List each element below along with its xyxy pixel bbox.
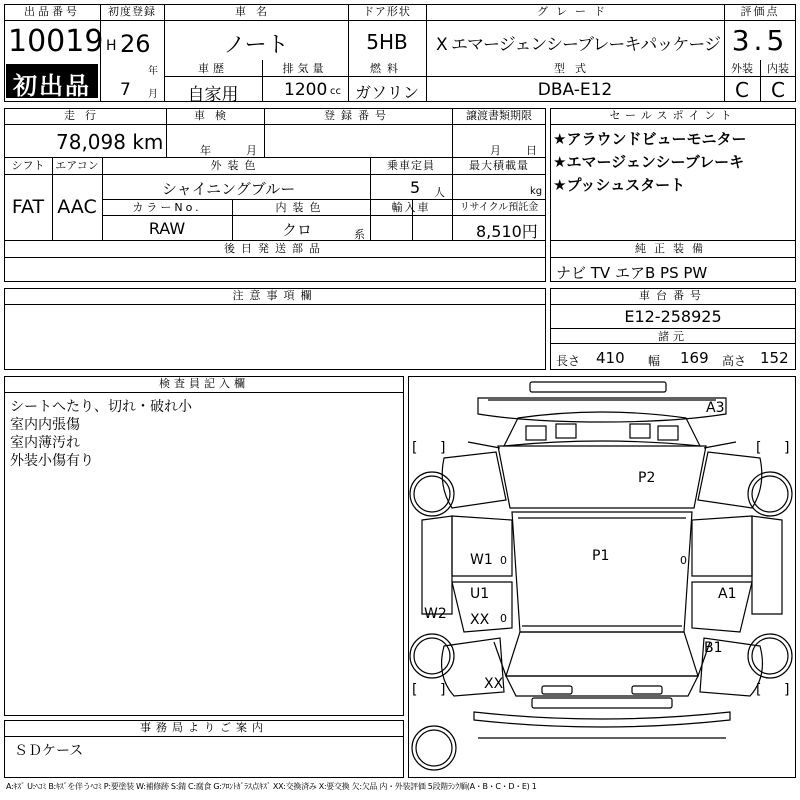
- shift-label: シフト: [11, 159, 45, 172]
- era-letter: H: [106, 38, 117, 54]
- score-label: 評価点: [740, 5, 780, 18]
- history-label: 車歴: [198, 62, 228, 75]
- displacement-unit: cc: [330, 86, 341, 97]
- mark-p2: P2: [638, 470, 656, 486]
- displacement: 1200: [284, 80, 328, 100]
- year-unit: 年: [148, 66, 158, 77]
- length-label: 長さ: [556, 354, 581, 368]
- car-name: ノート: [223, 33, 289, 58]
- displacement-label: 排気量: [282, 62, 328, 75]
- lot-number: 10019: [8, 24, 104, 59]
- model-code-label: 型式: [554, 62, 596, 75]
- wiper-1: [526, 426, 546, 440]
- door-label: ドア形状: [363, 5, 411, 18]
- inspector-line-2: 室内内張傷: [10, 417, 80, 433]
- reg-year: 26: [120, 30, 151, 58]
- windshield-area: [504, 412, 700, 446]
- notes-label: 注意事項欄: [232, 289, 318, 302]
- door-type: 5HB: [366, 30, 408, 54]
- mark-p1: P1: [592, 548, 610, 564]
- front-bumper-top: [530, 382, 666, 392]
- bracket-right-bot-close: ]: [784, 682, 790, 698]
- width: 169: [680, 349, 709, 367]
- ac: AAC: [57, 196, 97, 218]
- mark-u1: U1: [470, 586, 490, 602]
- right-sill: [752, 516, 782, 614]
- inspector-line-3: 室内薄汚れ: [10, 435, 80, 451]
- capacity: 5: [410, 178, 421, 197]
- mark-w1: W1: [470, 552, 493, 568]
- int-color-suffix: 系: [354, 228, 365, 241]
- chassis-label: 車台番号: [639, 289, 707, 302]
- capacity-unit: 人: [434, 186, 445, 199]
- first-reg-label: 初度登録: [108, 5, 156, 18]
- trunk-lid: [506, 676, 698, 696]
- mark-a1: A1: [718, 586, 737, 602]
- lot-label: 出品番号: [24, 5, 80, 18]
- rear-bumper: [474, 712, 730, 727]
- inspection-year-unit: 年: [200, 144, 211, 157]
- height: 152: [760, 349, 789, 367]
- history: 自家用: [187, 85, 239, 105]
- spare-wheel: [412, 726, 456, 770]
- bracket-left-bot-open: [: [412, 682, 418, 698]
- roof-panel: [512, 512, 692, 632]
- front-hood-outline: [478, 398, 726, 422]
- recycle-fee: 8,510円: [476, 222, 538, 241]
- mileage-label: 走行: [64, 109, 106, 122]
- height-label: 高さ: [722, 354, 747, 368]
- reg-month: 7: [120, 80, 131, 100]
- inspection-label: 車検: [194, 109, 236, 122]
- first-listing-label: 初出品: [13, 72, 91, 100]
- later-parts-label: 後日発送部品: [224, 242, 326, 255]
- interior-label: 内装: [767, 62, 789, 75]
- bracket-left-bot-close: ]: [440, 682, 446, 698]
- chassis-number: E12-258925: [624, 307, 722, 326]
- inspector-label: 検査員記入欄: [159, 377, 249, 390]
- width-label: 幅: [648, 354, 661, 368]
- int-color-label: 内装色: [275, 201, 327, 214]
- genuine-equipment: ナビ TV エアB PS PW: [556, 264, 708, 282]
- plate-label: 登録番号: [324, 109, 392, 122]
- mark-w1-zero: 0: [500, 554, 507, 567]
- ac-label: エアコン: [55, 159, 99, 172]
- import-label: 輸入車: [391, 201, 431, 214]
- right-front-fender: [698, 452, 762, 508]
- legend-text: A:ｷｽﾞ U:ﾍｺﾐ B:ｷｽﾞを伴うﾍｺﾐ P:要塗装 W:補修跡 S:錆 C:腐食 G:ﾌﾛﾝﾄｶﾞﾗｽ点ｷｽﾞ XX:交換済み X:要交換 欠:欠品 内・外装評価 5段階ﾗﾝｸ順(A・B・C・D・E) 1: [6, 782, 537, 791]
- exterior-label: 外装: [731, 62, 753, 75]
- grade: X エマージェンシーブレーキパッケージ: [436, 35, 721, 55]
- score: 3.5: [731, 24, 789, 57]
- ext-color-label: 外装色: [210, 159, 262, 172]
- mark-a3: A3: [706, 400, 725, 416]
- int-color: クロ: [282, 221, 313, 239]
- right-front-door: [692, 516, 752, 576]
- capacity-label: 乗車定員: [387, 159, 435, 172]
- bracket-left-top-open: [: [412, 440, 418, 456]
- hood-panel: [498, 446, 706, 508]
- mark-w2: W2: [424, 606, 447, 622]
- mileage: 78,098 km: [56, 130, 164, 154]
- wheel-rear-left: [410, 634, 454, 678]
- mark-b1: B1: [704, 640, 723, 656]
- bracket-left-top-close: ]: [440, 440, 446, 456]
- mark-zero-right: 0: [680, 554, 687, 567]
- genuine-label: 純正装備: [635, 242, 711, 255]
- car-diagram-svg: [408, 376, 796, 778]
- max-load-label: 最大積載量: [469, 159, 529, 172]
- sales-points-label: セールスポイント: [609, 109, 737, 122]
- exterior-grade: C: [735, 78, 749, 102]
- length: 410: [596, 349, 625, 367]
- recycle-label: リサイクル預託金: [459, 202, 539, 213]
- transfer-label: 譲渡書類期限: [466, 109, 532, 122]
- ext-color: シャイニングブルー: [162, 180, 296, 198]
- left-sill: [422, 516, 452, 614]
- sales-point-3: ★プッシュスタート: [553, 176, 686, 194]
- max-load-unit: kg: [530, 186, 543, 197]
- left-front-fender: [442, 452, 506, 508]
- model-code: DBA-E12: [537, 80, 613, 100]
- transfer-day-unit: 日: [526, 144, 537, 157]
- wheel-rear-right: [748, 634, 792, 678]
- sales-point-1: ★アラウンドビューモニター: [553, 130, 747, 148]
- mark-xx-2: XX: [484, 676, 504, 692]
- shift: FAT: [11, 196, 45, 218]
- grade-label: グレード: [537, 5, 613, 18]
- car-name-label: 車名: [235, 5, 277, 18]
- fuel-label: 燃料: [370, 62, 404, 75]
- fuel: ガソリン: [354, 83, 419, 102]
- color-no-label: カラーNo.: [132, 201, 202, 214]
- office-text: ＳＤケース: [14, 743, 84, 759]
- mark-xx-1: XX: [470, 612, 490, 628]
- wheel-front-left: [410, 472, 454, 516]
- interior-grade: C: [771, 78, 785, 102]
- bracket-right-bot-open: [: [756, 682, 762, 698]
- office-label: 事務局よりご案内: [140, 721, 268, 734]
- wheel-front-right: [748, 472, 792, 516]
- bracket-right-top-close: ]: [784, 440, 790, 456]
- inspector-line-1: シートへたり、切れ・破れ小: [10, 399, 192, 415]
- month-unit: 月: [148, 89, 158, 100]
- bracket-right-top-open: [: [756, 440, 762, 456]
- rear-window: [506, 632, 698, 676]
- specs-label: 諸元: [658, 330, 688, 343]
- transfer-month-unit: 月: [490, 144, 501, 157]
- inspector-line-4: 外装小傷有り: [10, 453, 94, 469]
- sales-point-2: ★エマージェンシーブレーキ: [553, 153, 745, 171]
- mark-zero-left-low: 0: [500, 612, 507, 625]
- color-no: RAW: [148, 219, 186, 238]
- inspection-month-unit: 月: [246, 144, 257, 157]
